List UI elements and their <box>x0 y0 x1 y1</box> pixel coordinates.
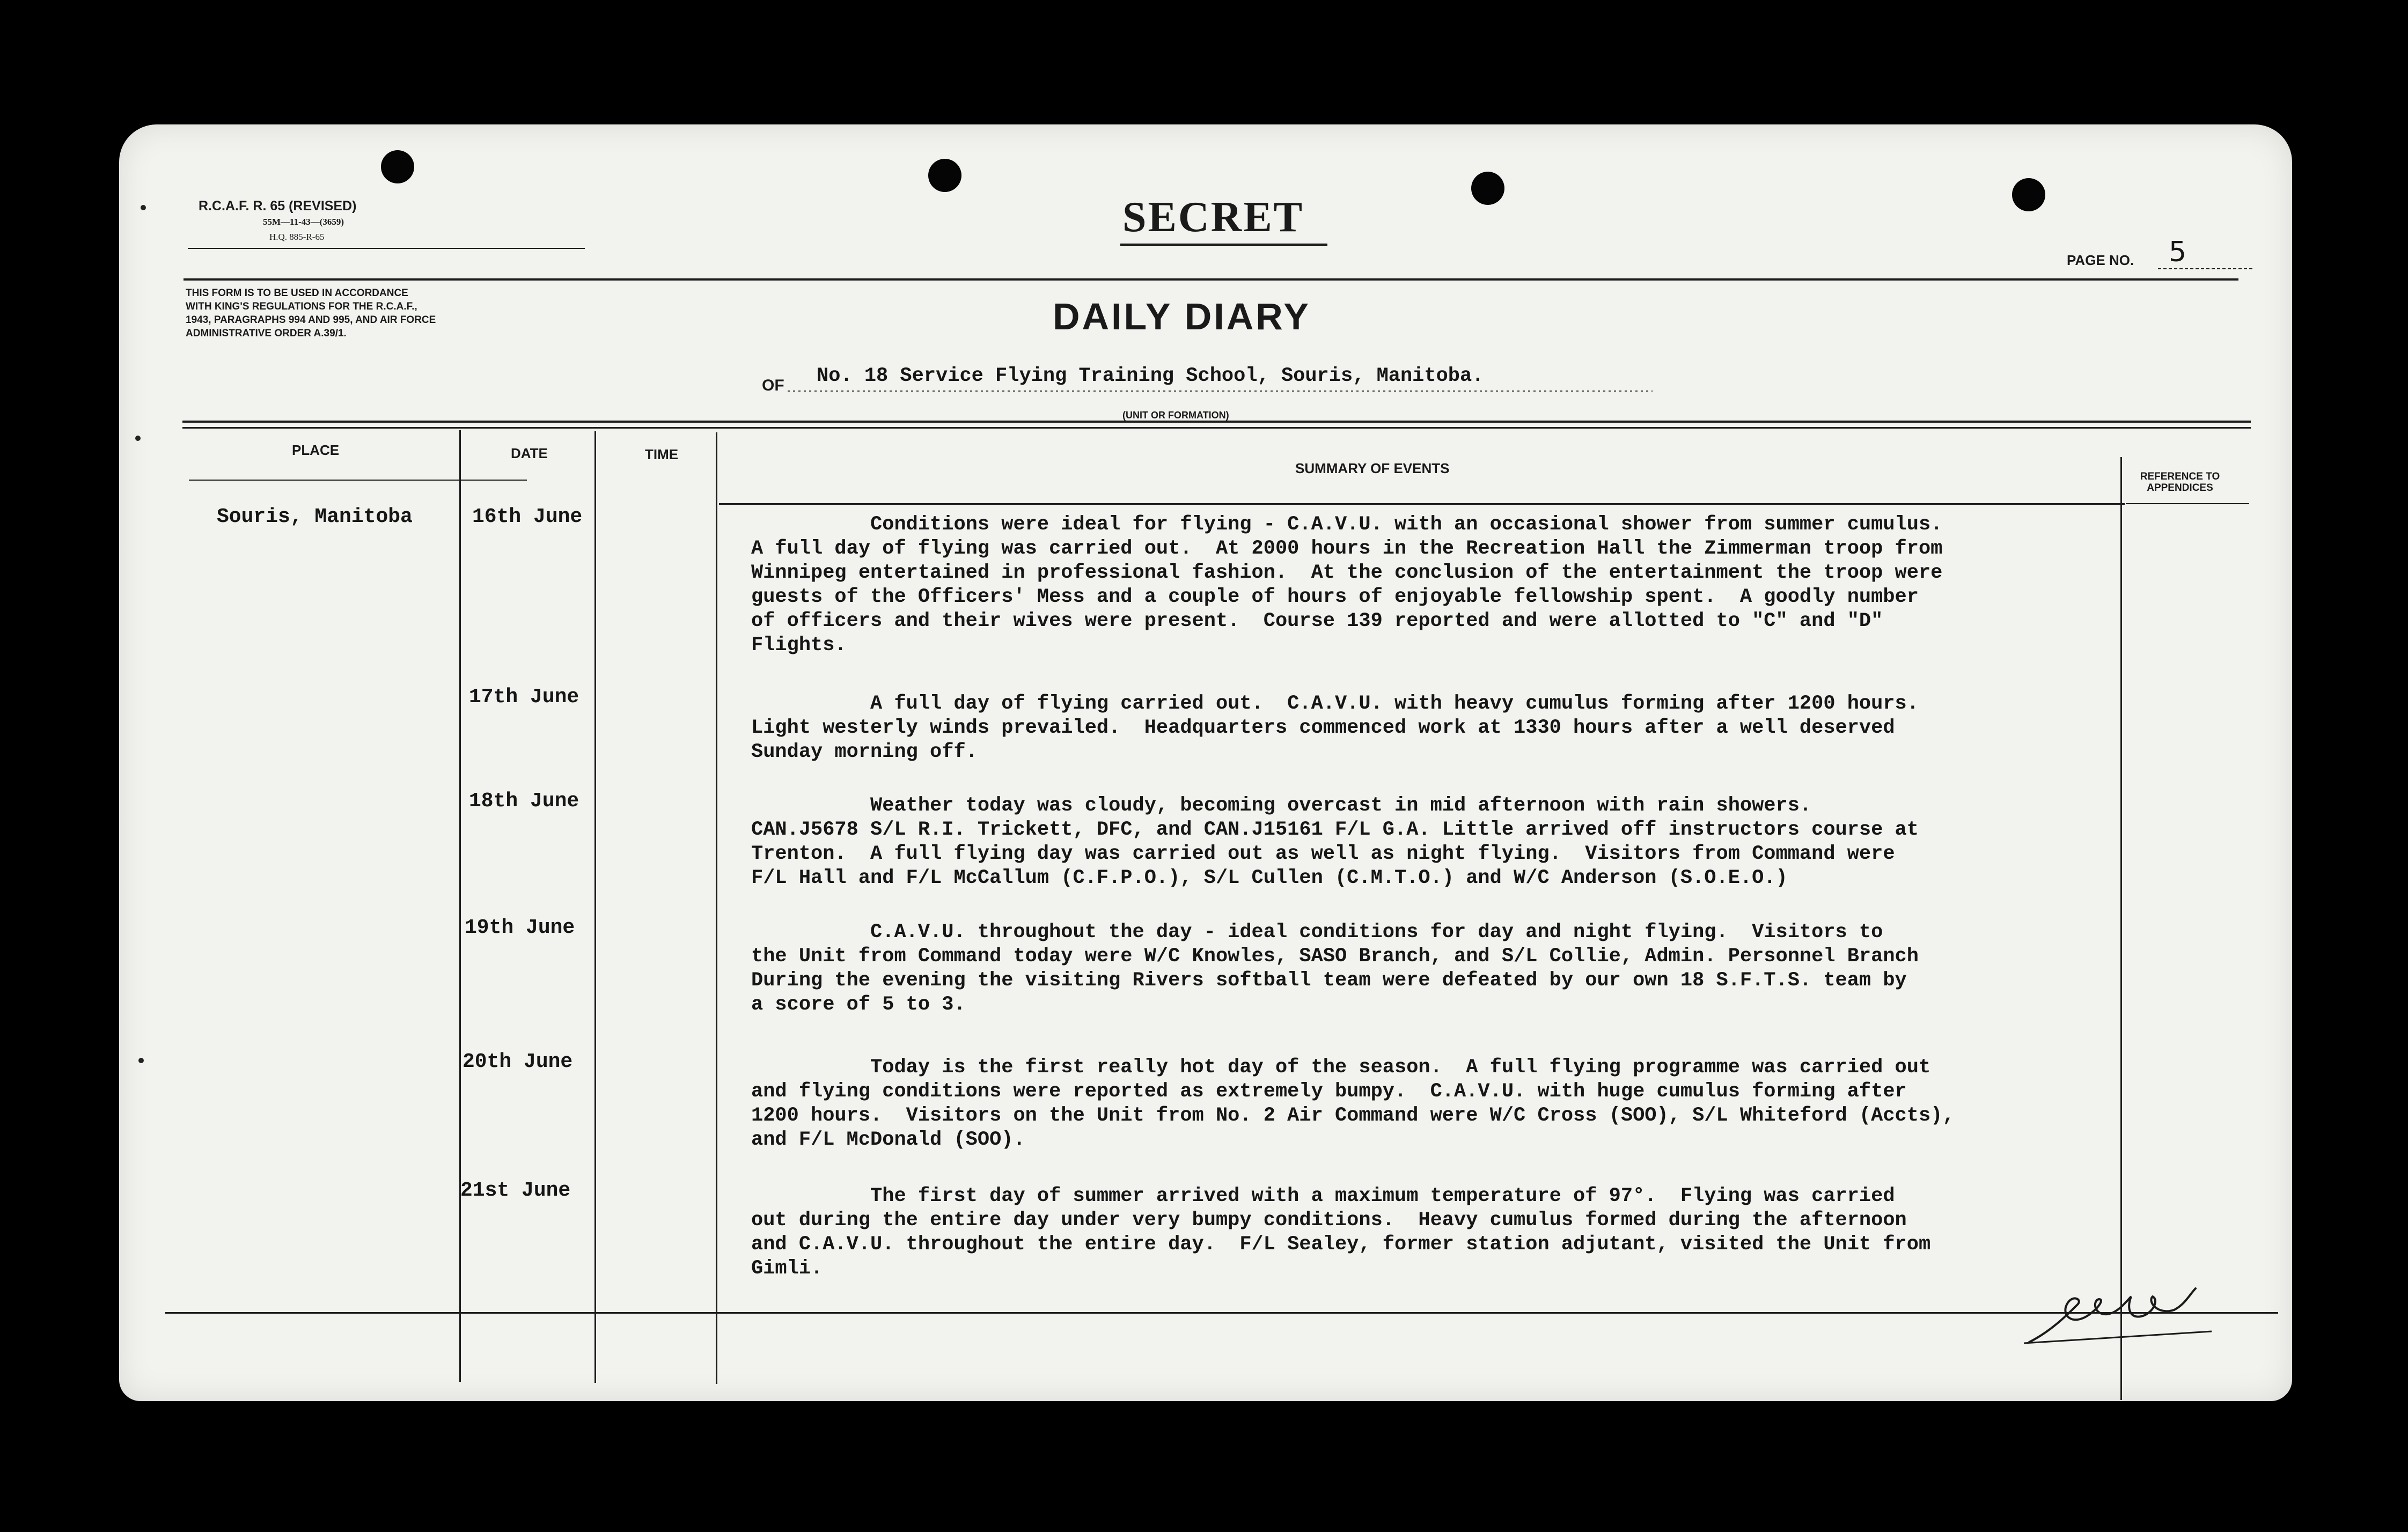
unit-name: No. 18 Service Flying Training School, Souris, Manitoba. <box>817 365 1484 387</box>
entry-summary: Weather today was cloudy, becoming overcast in mid afternoon with rain showers. CAN.J5678 S/L R.I. Trickett, DFC, and CAN.J15161 F/L G.A. Little arrived off instructors course at Trenton. A full flying day was carried out as well as night flying. Visitors from Command were F/L Hall and F/L McCallum (C.F.P.O.), S/L Cullen (C.M.T.O.) and W/C Anderson (S.O.E.O.) <box>751 794 1919 889</box>
diary-page <box>119 124 2292 1401</box>
col-summary: SUMMARY OF EVENTS <box>1295 460 1450 476</box>
entry-summary: The first day of summer arrived with a maximum temperature of 97°. Flying was carried out during the entire day under very bumpy conditions. Heavy cumulus formed during the afternoon and C.A.V.U. throughout the entire day. F/L Sealey, former station adjutant, visited the Unit from Gimli. <box>751 1185 1931 1280</box>
col-reference: REFERENCE TO APPENDICES <box>2140 471 2220 494</box>
unit-caption: (UNIT OR FORMATION) <box>1122 410 1229 421</box>
entry-date: 18th June <box>469 790 579 813</box>
form-print-code: 55M—11-43—(3659) <box>263 217 344 227</box>
punch-hole <box>381 150 414 183</box>
margin-mark <box>135 436 141 441</box>
entry-summary: Conditions were ideal for flying - C.A.V.U. with an occasional shower from summer cumulus. A full day of flying was carried out. At 2000 hours in the Recreation Hall the Zimmerman troop from Winnipeg entertained in professional fashion. At the conclusion of the entertainment the troop were guests of the Officers' Mess and a couple of hours of enjoyable fellowship spent. A goodly number of officers and their wives were present. Course 139 reported and were allotted to "C" and "D" Flights. <box>751 513 1943 657</box>
form-number: R.C.A.F. R. 65 (REVISED) <box>199 198 357 213</box>
entry-summary: A full day of flying carried out. C.A.V.U. with heavy cumulus forming after 1200 hours. Light westerly winds prevailed. Headquarters commenced work at 1330 hours after a well deserved Sunday morning off. <box>751 693 1919 763</box>
page-label: PAGE NO. <box>2067 252 2134 268</box>
punch-hole <box>1471 172 1504 205</box>
entry-date: 20th June <box>462 1050 573 1073</box>
form-instructions: THIS FORM IS TO BE USED IN ACCORDANCE WITH KING'S REGULATIONS FOR THE R.C.A.F., 1943, PARAGRAPHS 994 AND 995, AND AIR FORCE ADMINISTRATIVE ORDER A.39/1. <box>186 288 436 339</box>
entry-summary: C.A.V.U. throughout the day - ideal conditions for day and night flying. Visitors to the Unit from Command today were W/C Knowles, SASO Branch, and S/L Collie, Admin. Personnel Branch During the evening the visiting Rivers softball team were defeated by our own 18 S.F.T.S. team by a score of 5 to 3. <box>751 921 1919 1016</box>
place: Souris, Manitoba <box>217 505 413 528</box>
form-hq-ref: H.Q. 885-R-65 <box>269 232 325 242</box>
of-label: OF <box>762 377 784 394</box>
col-date: DATE <box>511 445 548 461</box>
page-number: 5 <box>2169 236 2187 268</box>
diary-title: DAILY DIARY <box>1053 296 1311 337</box>
col-place: PLACE <box>292 442 340 458</box>
entry-date: 19th June <box>465 916 575 939</box>
punch-hole <box>2012 178 2045 211</box>
entry-date: 16th June <box>472 505 583 528</box>
handwritten-initials <box>2018 1272 2222 1347</box>
col-time: TIME <box>645 446 679 462</box>
entry-summary: Today is the first really hot day of the season. A full flying programme was carried out and flying conditions were reported as extremely bumpy. C.A.V.U. with huge cumulus forming after 1200 hours. Visitors on the Unit from No. 2 Air Command were W/C Cross (SOO), S/L Whiteford (Accts), and F/L McDonald (SOO). <box>751 1056 1955 1151</box>
entry-date: 17th June <box>469 686 579 709</box>
classification: SECRET <box>1122 194 1304 241</box>
margin-mark <box>138 1058 144 1063</box>
entry-date: 21st June <box>460 1179 571 1202</box>
punch-hole <box>928 159 961 192</box>
margin-mark <box>141 205 146 210</box>
